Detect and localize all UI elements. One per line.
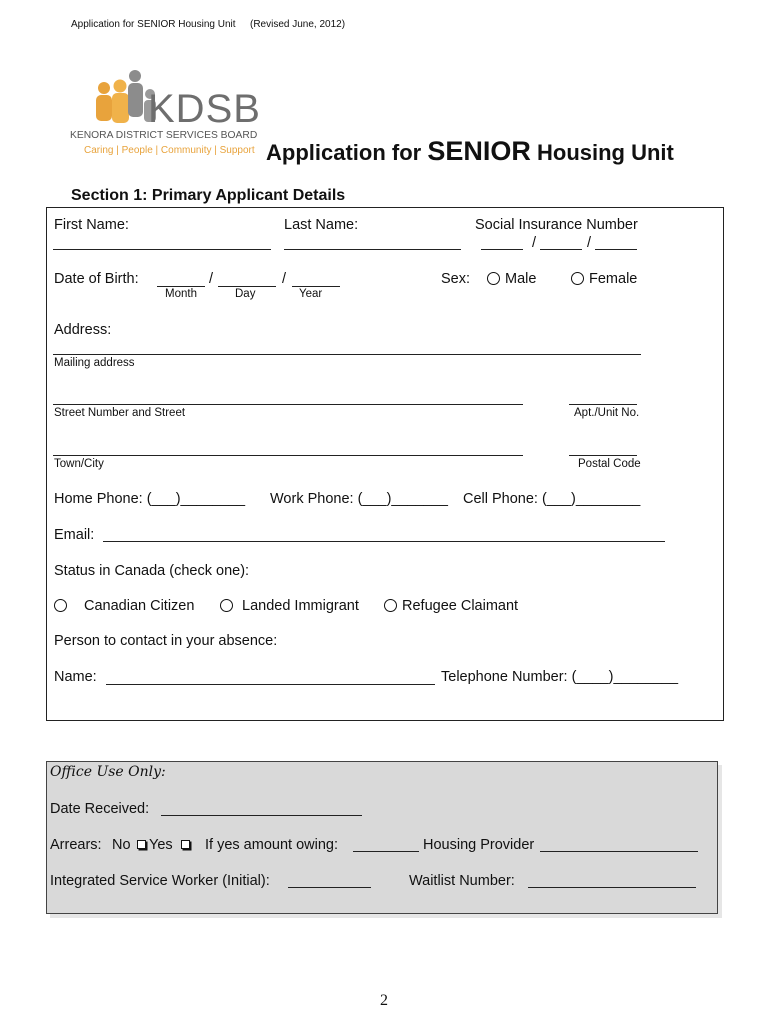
header-form-name: Application for SENIOR Housing Unit [71,19,236,30]
town-caption: Town/City [54,458,104,470]
dob-day-field[interactable] [218,286,276,287]
refugee-claimant-radio[interactable] [384,599,397,612]
day-caption: Day [235,288,256,300]
year-caption: Year [299,288,323,300]
postal-field[interactable] [569,455,637,456]
month-caption: Month [165,288,197,300]
title-prefix: Application for [266,140,422,165]
header-revised: (Revised June, 2012) [250,19,346,30]
sin-part2-field[interactable] [540,249,582,250]
dob-slash-2: / [282,271,287,287]
email-label: Email: [54,527,95,543]
office-use-heading: Office Use Only: [50,764,166,780]
street-field[interactable] [53,404,523,405]
isw-field[interactable] [288,887,371,888]
contact-name-label: Name: [54,669,97,685]
title-emphasis: SENIOR [427,136,531,166]
sex-label: Sex: [441,271,471,287]
dob-year-field[interactable] [292,286,340,287]
logo-acronym: KDSB [148,87,261,131]
email-field[interactable] [103,541,665,542]
refugee-claimant-label: Refugee Claimant [402,598,519,614]
sin-part3-field[interactable] [595,249,637,250]
postal-caption: Postal Code [578,458,641,470]
cell-phone-field[interactable]: Cell Phone: (___)________ [463,491,641,507]
page-number: 2 [380,992,388,1009]
isw-label: Integrated Service Worker (Initial): [50,873,270,889]
date-received-label: Date Received: [50,801,150,817]
contact-telephone-field[interactable]: Telephone Number: (____)________ [441,669,679,685]
canadian-citizen-radio[interactable] [54,599,67,612]
kdsb-logo [68,70,268,162]
work-phone-field[interactable]: Work Phone: (___)_______ [270,491,448,507]
waitlist-label: Waitlist Number: [409,873,515,889]
sin-slash-2: / [587,235,592,251]
contact-label: Person to contact in your absence: [54,633,278,649]
address-label: Address: [54,322,112,338]
first-name-field[interactable] [53,249,271,250]
title-suffix: Housing Unit [537,140,674,165]
dob-slash-1: / [209,271,214,287]
first-name-label: First Name: [54,217,129,233]
status-label: Status in Canada (check one): [54,563,250,579]
arrears-yes-checkbox[interactable] [181,840,190,849]
housing-provider-field[interactable] [540,851,698,852]
dob-month-field[interactable] [157,286,205,287]
amount-owing-field[interactable] [353,851,419,852]
apt-caption: Apt./Unit No. [574,407,640,419]
sin-slash-1: / [532,235,537,251]
town-field[interactable] [53,455,523,456]
office-use-box [46,761,718,914]
sin-label: Social Insurance Number [475,217,638,233]
arrears-no-checkbox[interactable] [137,840,146,849]
last-name-field[interactable] [284,249,461,250]
landed-immigrant-radio[interactable] [220,599,233,612]
sin-part1-field[interactable] [481,249,523,250]
waitlist-field[interactable] [528,887,696,888]
female-label: Female [589,271,638,287]
male-label: Male [505,271,537,287]
section-heading: Section 1: Primary Applicant Details [71,187,346,204]
male-radio[interactable] [487,272,500,285]
home-phone-field[interactable]: Home Phone: (___)________ [54,491,246,507]
mailing-caption: Mailing address [54,357,135,369]
landed-immigrant-label: Landed Immigrant [242,598,359,614]
logo-org-name: KENORA DISTRICT SERVICES BOARD [70,130,258,141]
arrears-yes-label: Yes [149,837,173,853]
contact-name-field[interactable] [106,684,435,685]
female-radio[interactable] [571,272,584,285]
page-title [266,136,674,167]
amount-owing-label: If yes amount owing: [205,837,338,853]
logo-tagline: Caring | People | Community | Support [84,145,255,156]
apt-field[interactable] [569,404,637,405]
date-received-field[interactable] [161,815,362,816]
arrears-no-label: No [112,837,131,853]
last-name-label: Last Name: [284,217,359,233]
mailing-address-field[interactable] [53,354,641,355]
street-caption: Street Number and Street [54,407,186,419]
housing-provider-label: Housing Provider [423,837,535,853]
dob-label: Date of Birth: [54,271,139,287]
arrears-label: Arrears: [50,837,102,853]
canadian-citizen-label: Canadian Citizen [84,598,195,614]
